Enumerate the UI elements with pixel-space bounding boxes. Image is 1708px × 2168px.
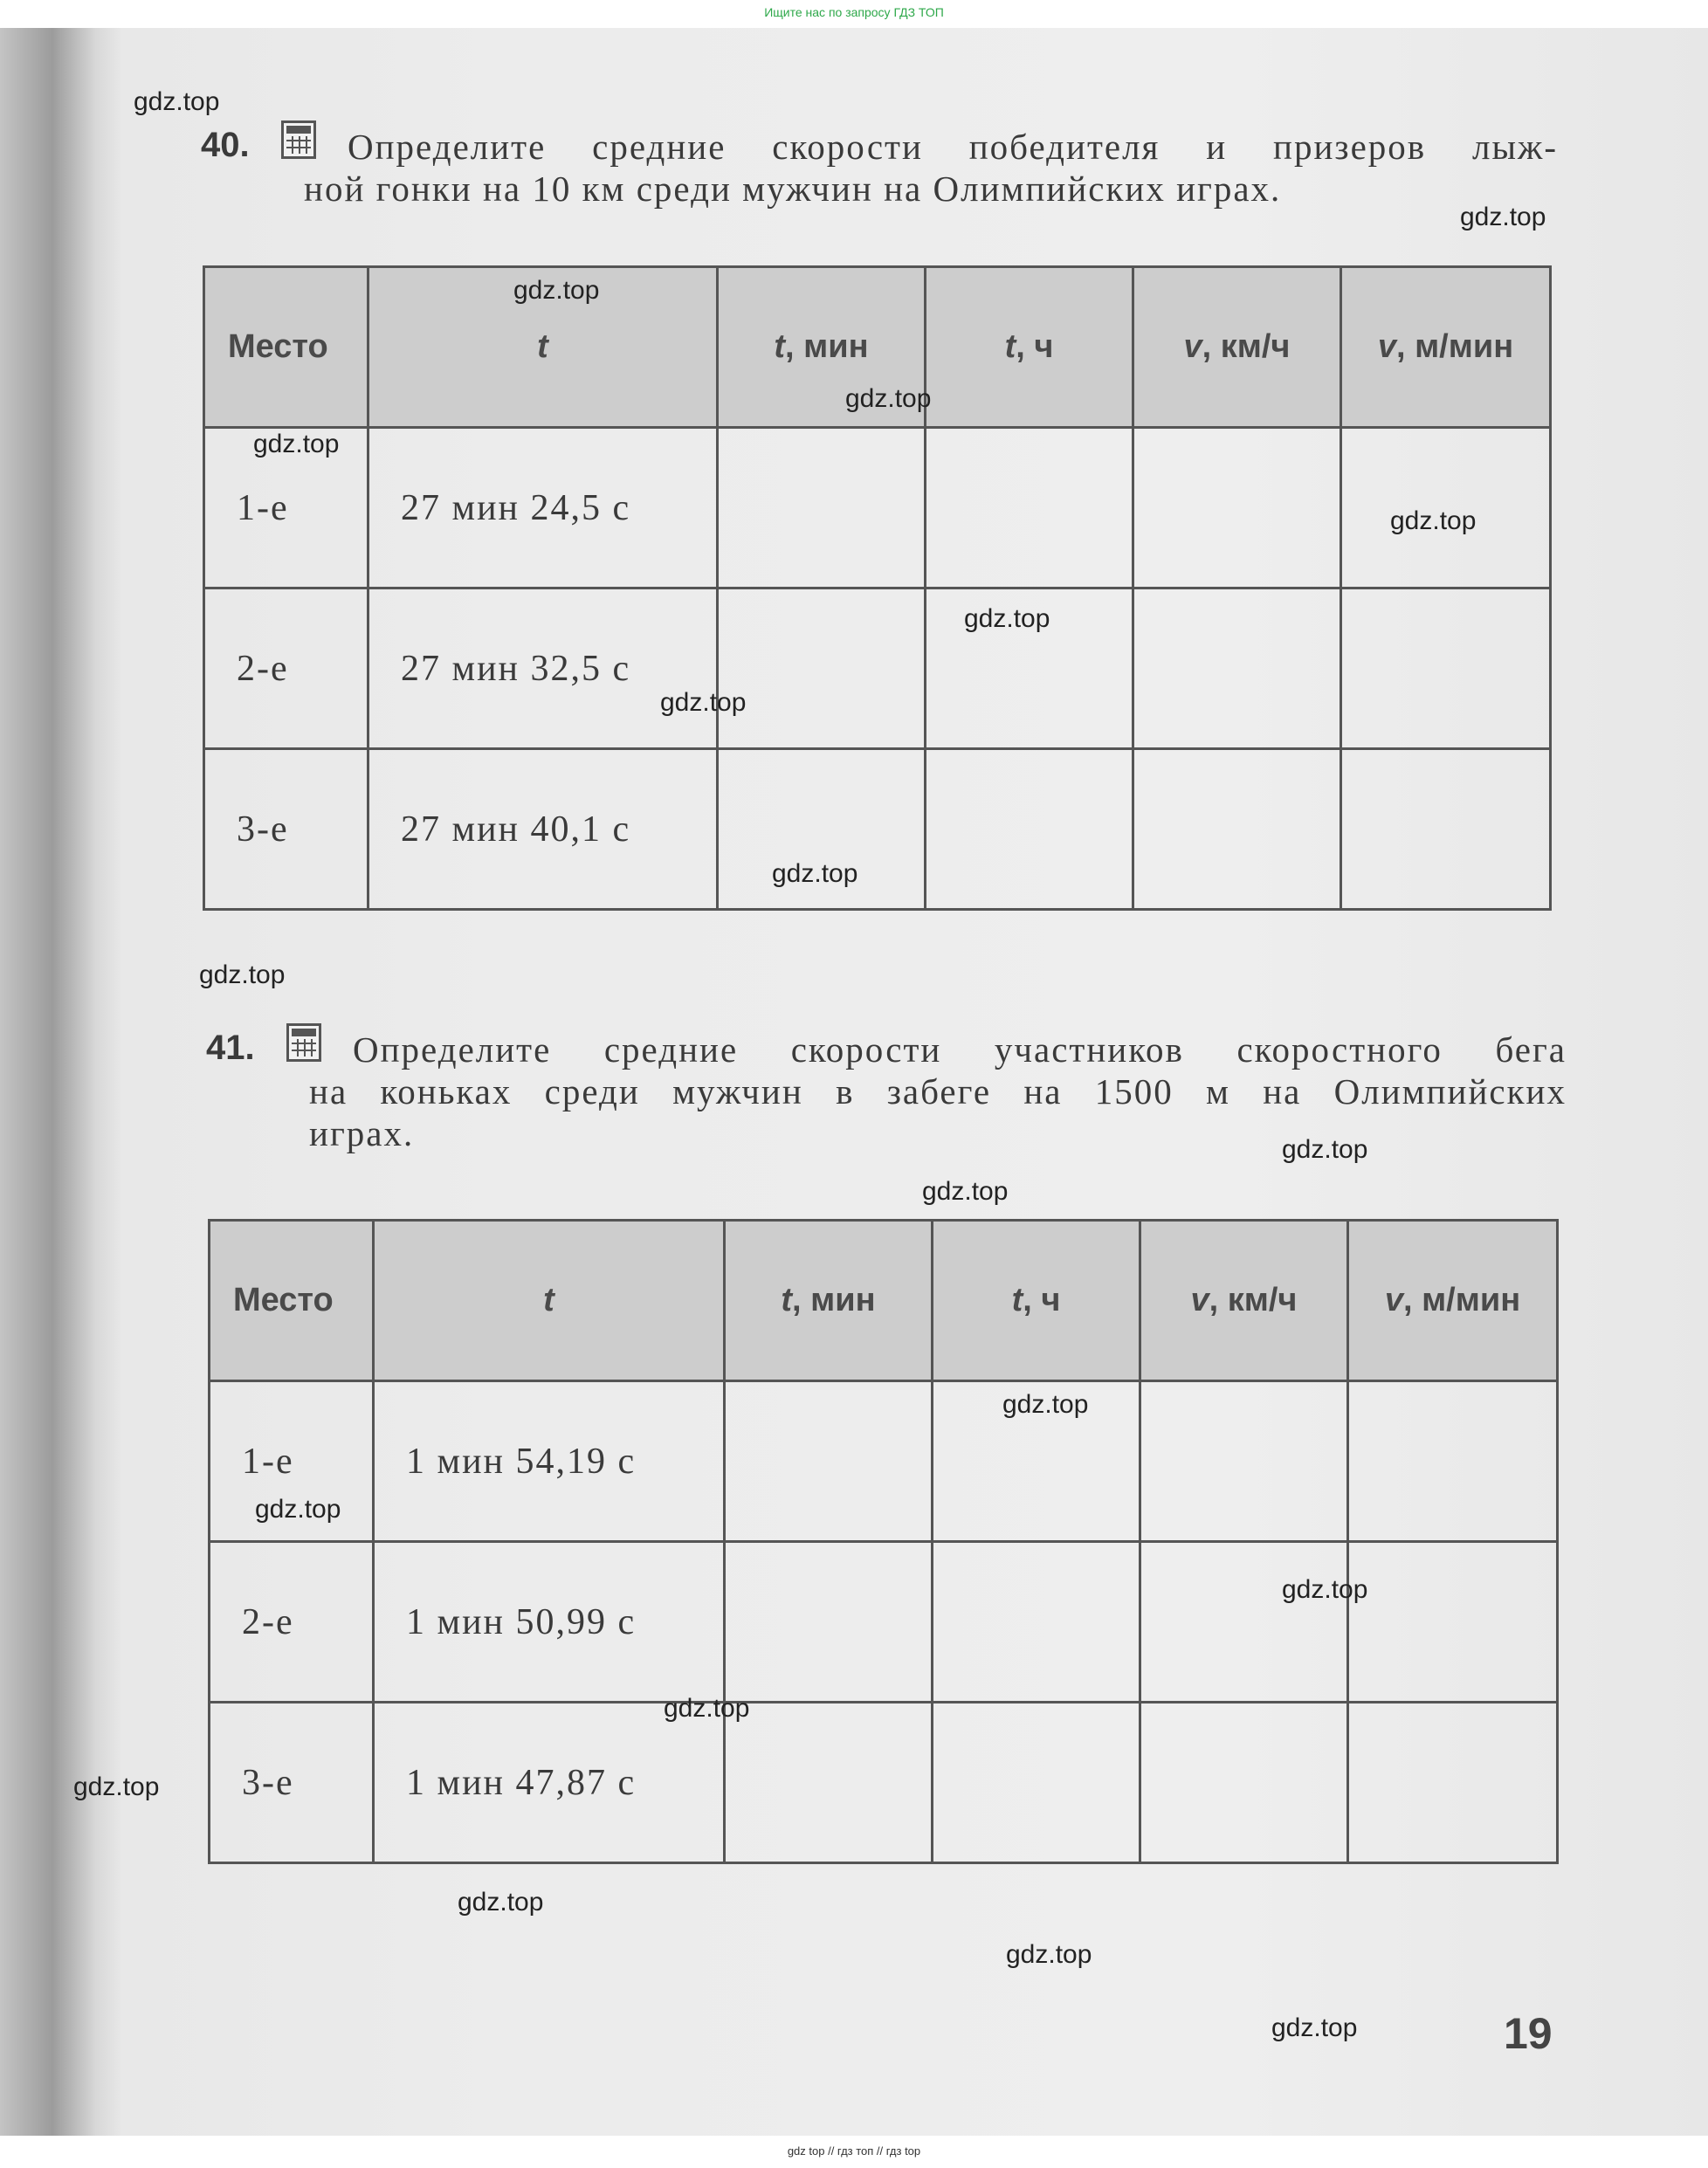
exercise-40: [201, 126, 1563, 248]
watermark: gdz.top: [255, 1495, 341, 1524]
empty-cell: [933, 1542, 1140, 1703]
exercise-text: [309, 1029, 1567, 1154]
exercise-number: 41.: [206, 1029, 255, 1067]
watermark: gdz.top: [1390, 506, 1477, 535]
exercise-text-line: Определите средние скорости участников скоростного бега: [353, 1029, 1567, 1070]
empty-cell: [725, 1542, 933, 1703]
results-table-41: [208, 1219, 1559, 1864]
watermark: gdz.top: [922, 1177, 1009, 1206]
place-cell: 1-е: [210, 1381, 374, 1542]
watermark: gdz.top: [660, 688, 747, 717]
page-number: 19: [1504, 2009, 1553, 2058]
empty-cell: [718, 428, 926, 588]
header-t-hour: t, ч: [926, 267, 1133, 428]
time-cell: 27 мин 40,1 с: [368, 749, 718, 910]
exercise-text-line: играх.: [309, 1113, 415, 1153]
watermark: gdz.top: [1282, 1575, 1368, 1604]
watermark: gdz.top: [73, 1772, 160, 1801]
empty-cell: [1348, 1703, 1558, 1863]
place-cell: 1-е: [204, 428, 368, 588]
watermark: gdz.top: [253, 430, 340, 458]
exercise-text-line: на коньках среди мужчин в забеге на 1500 м на Олимпийских: [309, 1071, 1567, 1112]
empty-cell: [1348, 1381, 1558, 1542]
empty-cell: [1133, 749, 1341, 910]
table-row: [210, 1381, 1558, 1542]
watermark: gdz.top: [134, 87, 220, 116]
header-t-hour: t, ч: [933, 1221, 1140, 1381]
place-cell: 2-е: [204, 588, 368, 749]
empty-cell: [1341, 588, 1551, 749]
watermark: gdz.top: [1460, 203, 1546, 231]
place-cell: 2-е: [210, 1542, 374, 1703]
header-t: t: [374, 1221, 725, 1381]
exercise-41: [206, 1029, 1568, 1194]
book-page: [0, 28, 1708, 2136]
empty-cell: [725, 1703, 933, 1863]
empty-cell: [1133, 428, 1341, 588]
watermark: gdz.top: [1006, 1940, 1092, 1969]
header-t-min: t, мин: [718, 267, 926, 428]
exercise-number: 40.: [201, 126, 250, 164]
watermark: gdz.top: [664, 1694, 750, 1723]
header-v-mmin: v, м/мин: [1348, 1221, 1558, 1381]
time-cell: 27 мин 24,5 с: [368, 428, 718, 588]
bottom-banner: gdz top // гдз топ // гдз top: [787, 2144, 921, 2158]
time-cell: 1 мин 54,19 с: [374, 1381, 725, 1542]
empty-cell: [1140, 1381, 1348, 1542]
empty-cell: [926, 428, 1133, 588]
empty-cell: [718, 588, 926, 749]
header-place: Место: [210, 1221, 374, 1381]
table-header-row: [210, 1221, 1558, 1381]
empty-cell: [1341, 749, 1551, 910]
watermark: gdz.top: [772, 859, 858, 888]
top-banner: Ищите нас по запросу ГДЗ ТОП: [764, 5, 944, 19]
watermark: gdz.top: [458, 1888, 544, 1917]
calculator-icon: [286, 1023, 321, 1062]
header-v-mmin: v, м/мин: [1341, 267, 1551, 428]
time-cell: 1 мин 50,99 с: [374, 1542, 725, 1703]
watermark: gdz.top: [513, 276, 600, 305]
time-cell: 1 мин 47,87 с: [374, 1703, 725, 1863]
watermark: gdz.top: [964, 604, 1050, 633]
header-place: Место: [204, 267, 368, 428]
watermark: gdz.top: [1002, 1390, 1089, 1419]
time-cell: 27 мин 32,5 с: [368, 588, 718, 749]
watermark: gdz.top: [199, 960, 286, 989]
exercise-text-line: Определите средние скорости победителя и призеров лыж-: [348, 127, 1558, 167]
table-row: [204, 428, 1551, 588]
empty-cell: [1140, 1703, 1348, 1863]
empty-cell: [1140, 1542, 1348, 1703]
empty-cell: [1133, 588, 1341, 749]
place-cell: 3-е: [204, 749, 368, 910]
calculator-icon: [281, 120, 316, 159]
empty-cell: [933, 1703, 1140, 1863]
header-t: t: [368, 267, 718, 428]
exercise-text-line: ной гонки на 10 км среди мужчин на Олимпийских играх.: [304, 169, 1282, 209]
watermark: gdz.top: [845, 384, 932, 413]
table-row: [210, 1542, 1558, 1703]
exercise-text: [304, 126, 1558, 210]
empty-cell: [725, 1381, 933, 1542]
empty-cell: [926, 749, 1133, 910]
place-cell: 3-е: [210, 1703, 374, 1863]
header-v-kmh: v, км/ч: [1133, 267, 1341, 428]
table-row: [204, 588, 1551, 749]
table-row: [204, 749, 1551, 910]
watermark: gdz.top: [1282, 1135, 1368, 1164]
header-v-kmh: v, км/ч: [1140, 1221, 1348, 1381]
header-t-min: t, мин: [725, 1221, 933, 1381]
results-table-40: [203, 265, 1552, 911]
table-row: [210, 1703, 1558, 1863]
watermark: gdz.top: [1271, 2013, 1358, 2042]
empty-cell: [1348, 1542, 1558, 1703]
